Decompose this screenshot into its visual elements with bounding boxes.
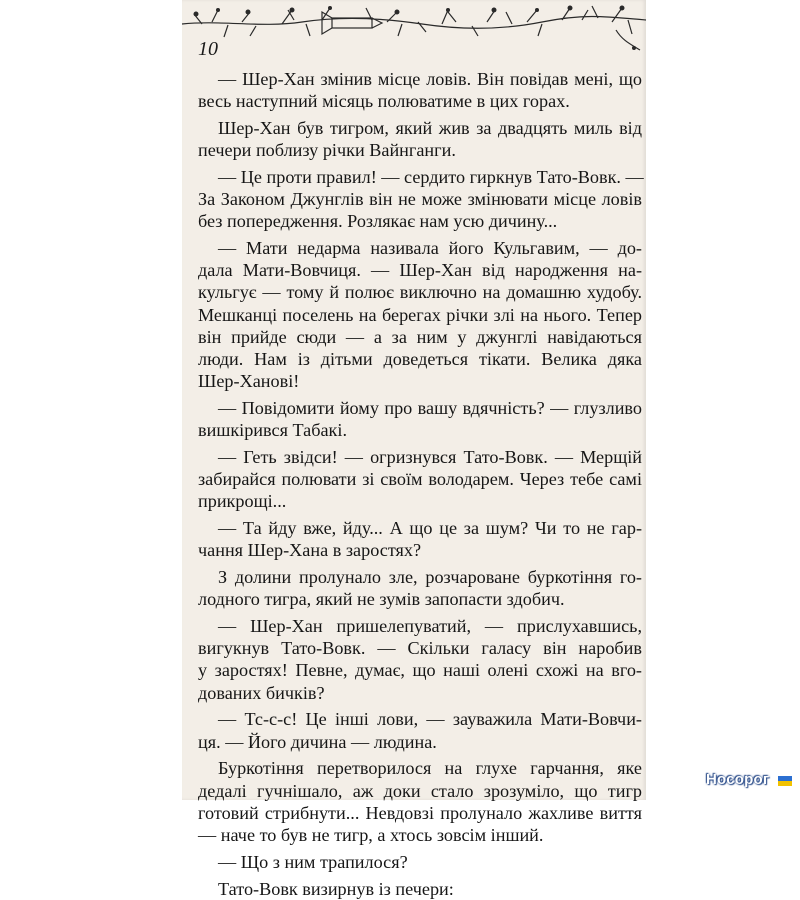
text-line: Шер-Ханові! [198,371,300,392]
flag-icon [778,776,792,786]
paragraph [198,237,642,392]
text-line: він прийде сюди — а за ним у джунглі навідаються [198,326,642,347]
paragraph [198,517,642,561]
book-page [182,0,646,899]
text-line: — Шер-Хан пришелепуватий, — прислухавшись, [218,616,642,637]
paragraph [198,68,642,112]
text-line: печери поблизу річки Вайнганги. [198,140,456,161]
text-line: вигукнув Тато-Вовк. — Скільки галасу він наробив [198,638,642,659]
text-line: кульгує — тому й полює виключно на домашню худобу. [198,282,642,303]
text-line: — Мати недарма називала його Кульгавим, — до- [218,238,642,259]
text-line: — Це проти правил! — сердито гиркнув Тато-Вовк. — [218,166,644,187]
text-line: Шер-Хан був тигром, який жив за двадцять миль від [218,117,642,138]
text-line: За Законом Джунглів він не може змінювати місце ловів [198,189,642,210]
paragraph [198,851,642,873]
text-line: чання Шер-Хана в заростях? [198,540,422,561]
text-line: — Що з ним трапилося? [218,851,408,872]
text-line: лодного тигра, який не зумів запопасти здобич. [198,589,565,610]
text-line: весь наступний місяць полюватиме в цих горах. [198,91,570,112]
watermark-logo [706,771,794,793]
text-line: забирайся полювати зі своїм володарем. Через тебе самі [198,469,642,490]
paragraph [198,615,642,704]
text-line: готовий стрибнути... Невдовзі пролунало жахливе виття [198,802,642,823]
text-line: люди. Нам із дітьми доведеться тікати. Велика дяка [198,349,642,370]
paragraph [198,117,642,161]
text-line: дованих бичків? [198,682,325,703]
paragraph [198,397,642,441]
paragraph [198,166,642,233]
text-line: прикрощі... [198,491,287,512]
text-line: — Геть звідси! — огризнувся Тато-Вовк. — Мерщій [218,446,642,467]
text-line: без попередження. Розлякає нам усю дичину... [198,211,558,232]
text-line: Буркотіння перетворилося на глухе гарчання, яке [218,758,642,779]
paragraph [198,878,642,900]
text-line: дала Мати-Вовчиця. — Шер-Хан від народження на- [198,260,642,281]
text-line: ця. — Його дичина — людина. [198,731,437,752]
floral-ornament-header [182,0,646,58]
text-line: вишкірився Табакі. [198,420,347,441]
text-line: Тато-Вовк визирнув із печери: [218,878,454,899]
paragraph [198,708,642,752]
text-line: — Тс-с-с! Це інші лови, — зауважила Мати-Вовчи- [218,709,642,730]
text-line: у заростях! Певне, думає, що наші олені схожі на вго- [198,660,642,681]
paragraph [198,446,642,513]
text-line: З долини пролунало зле, розчароване буркотіння го- [218,567,642,588]
text-line: — Шер-Хан змінив місце ловів. Він повідав мені, що [218,69,642,89]
text-line: — Повідомити йому про вашу вдячність? — глузливо [218,398,642,418]
text-line: — Та йду вже, йду... А що це за шум? Чи то не гар- [218,518,642,539]
paragraph [198,757,642,846]
text-line: Мешканці поселень на берегах річки злі на нього. Тепер [198,304,642,325]
body-text [198,68,642,900]
page-number: 10 [198,38,218,60]
text-line: — наче то був не тигр, а хтось зовсім інший. [198,824,544,845]
text-line: дедалі гучнішало, аж доки стало зрозуміло, що тигр [198,780,642,801]
watermark-text: Носорог [706,771,770,788]
paragraph [198,566,642,610]
